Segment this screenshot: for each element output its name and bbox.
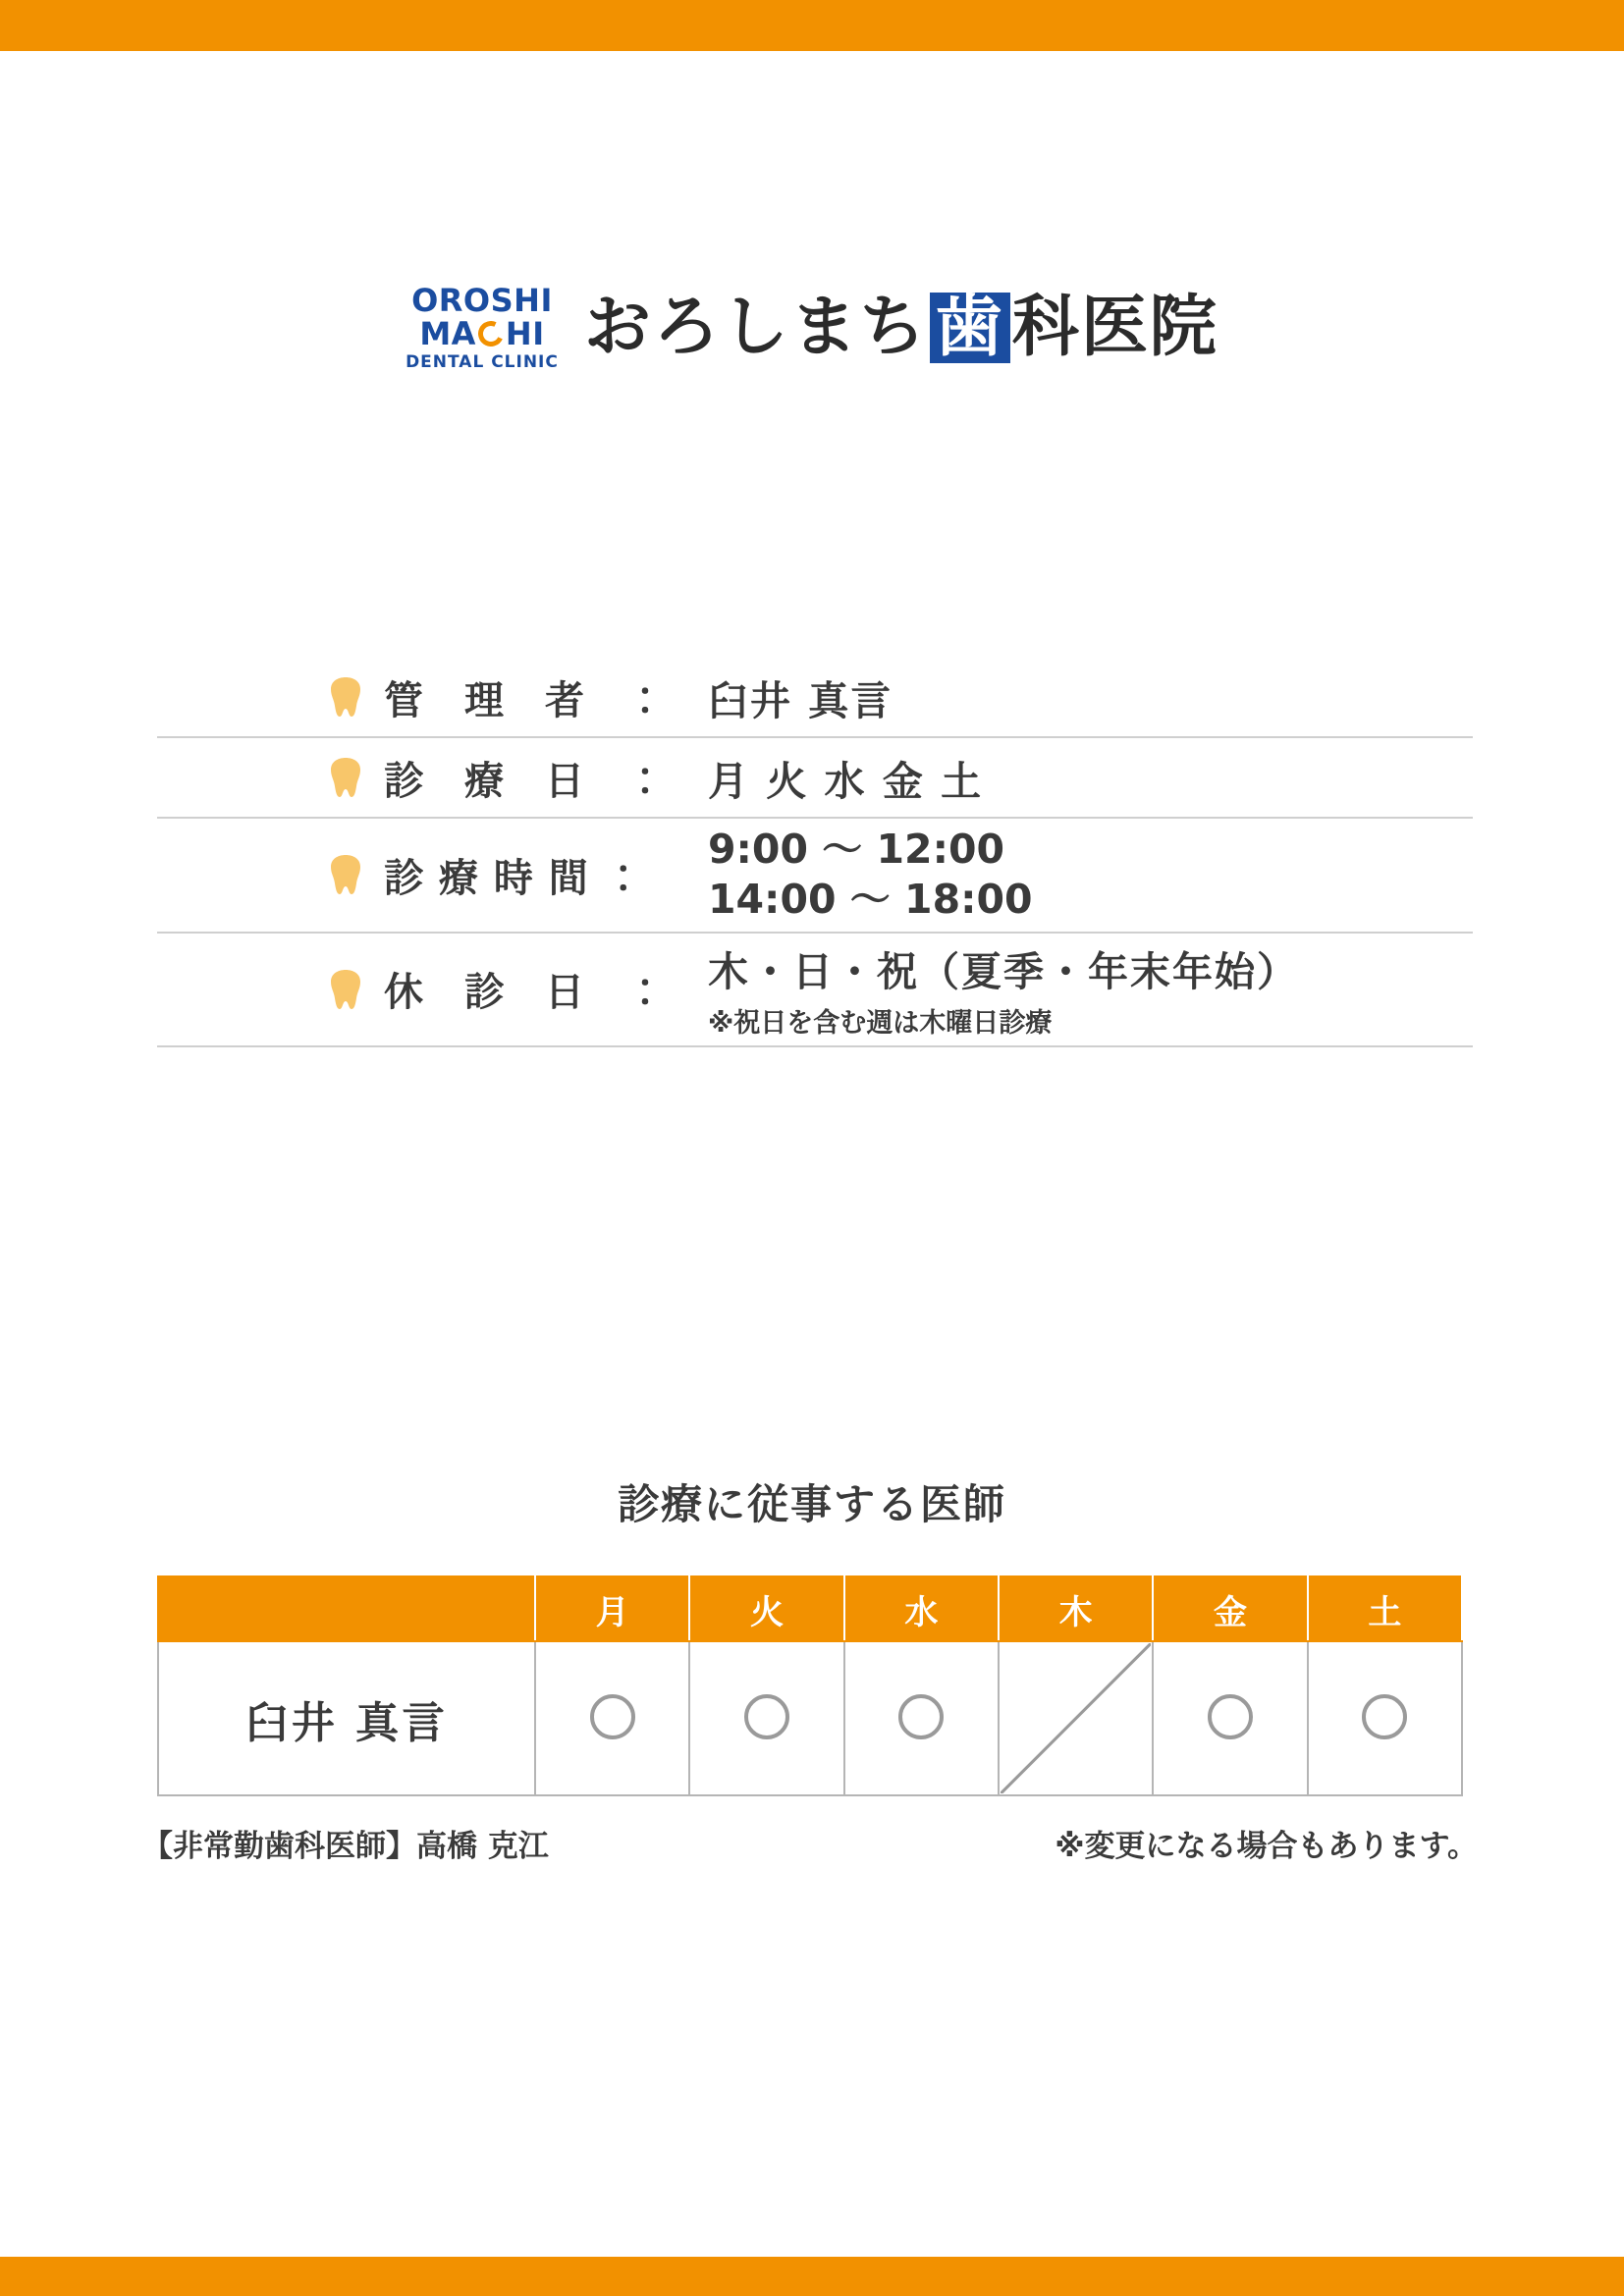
- info-value-closed-main: 木・日・祝（夏季・年末年始）: [708, 947, 1299, 995]
- tooth-icon: [329, 854, 362, 895]
- col-header-wed: 水: [844, 1576, 999, 1641]
- info-label-hours: 診 療 時 間 ：: [384, 855, 644, 901]
- info-value-closed: [708, 939, 1473, 1040]
- info-label-closed: 休 診 日 ：: [384, 970, 666, 1015]
- available-circle-icon: [590, 1694, 635, 1739]
- cell-wed: [844, 1641, 999, 1795]
- info-label-manager: 管 理 者 ：: [384, 677, 666, 723]
- clinic-name-badge: 歯: [930, 293, 1010, 363]
- available-circle-icon: [744, 1694, 789, 1739]
- info-value-manager: 臼井 真言: [708, 676, 893, 724]
- cell-tue: [689, 1641, 843, 1795]
- schedule-footnotes: [142, 1821, 1478, 1865]
- clinic-header: [0, 282, 1624, 372]
- tooth-icon: [329, 676, 362, 718]
- clinic-name: [583, 289, 1218, 366]
- cell-thu: [999, 1641, 1153, 1795]
- logo-line2-left: MA: [419, 315, 476, 352]
- tooth-icon: [329, 757, 362, 798]
- clinic-info-list: [157, 658, 1473, 1047]
- top-accent-bar: [0, 0, 1624, 51]
- col-header-sat: 土: [1308, 1576, 1462, 1641]
- clinic-logo-mark: [406, 282, 559, 372]
- logo-line3: DENTAL CLINIC: [406, 352, 559, 372]
- info-value-hours-afternoon: 14:00 〜 18:00: [708, 876, 1033, 924]
- info-value-days: 月 火 水 金 土: [708, 757, 984, 805]
- info-value-closed-note: ※祝日を含む週は木曜日診療: [708, 1007, 1053, 1039]
- doctor-schedule-table: [157, 1575, 1463, 1796]
- col-header-tue: 火: [689, 1576, 843, 1641]
- cell-sat: [1308, 1641, 1462, 1795]
- cell-fri: [1153, 1641, 1307, 1795]
- table-header-row: [158, 1576, 1462, 1641]
- doctor-name: 臼井 真言: [158, 1641, 535, 1795]
- clinic-name-suffix: 科医院: [1011, 289, 1218, 366]
- col-header-fri: 金: [1153, 1576, 1307, 1641]
- info-value-hours: [708, 825, 1473, 926]
- bottom-accent-bar: [0, 2257, 1624, 2296]
- tooth-icon: [329, 969, 362, 1010]
- info-value-hours-morning: 9:00 〜 12:00: [708, 826, 1005, 873]
- footnote-part-time-doctor: 【非常勤歯科医師】高橋 克江: [142, 1829, 549, 1864]
- schedule-title: 診療に従事する医師: [617, 1480, 1006, 1528]
- logo-line2-right: HI: [505, 315, 545, 352]
- logo-line1: OROSHI: [411, 282, 553, 319]
- available-circle-icon: [1208, 1694, 1253, 1739]
- info-row-manager: [157, 658, 1473, 738]
- col-header-thu: 木: [999, 1576, 1153, 1641]
- logo-line2: [419, 315, 545, 352]
- unavailable-slash-icon: [1001, 1643, 1151, 1793]
- col-header-mon: 月: [535, 1576, 689, 1641]
- footnote-subject-to-change: ※変更になる場合もあります。: [1055, 1829, 1478, 1864]
- info-row-closed: [157, 934, 1473, 1047]
- info-row-days: [157, 738, 1473, 819]
- info-row-hours: [157, 819, 1473, 934]
- info-label-days: 診 療 日 ：: [384, 758, 666, 804]
- clinic-name-prefix: おろしまち: [583, 289, 928, 366]
- table-row: [158, 1641, 1462, 1795]
- col-header-name: [158, 1576, 535, 1641]
- available-circle-icon: [1362, 1694, 1407, 1739]
- available-circle-icon: [898, 1694, 944, 1739]
- logo-c-icon: [474, 317, 507, 349]
- cell-mon: [535, 1641, 689, 1795]
